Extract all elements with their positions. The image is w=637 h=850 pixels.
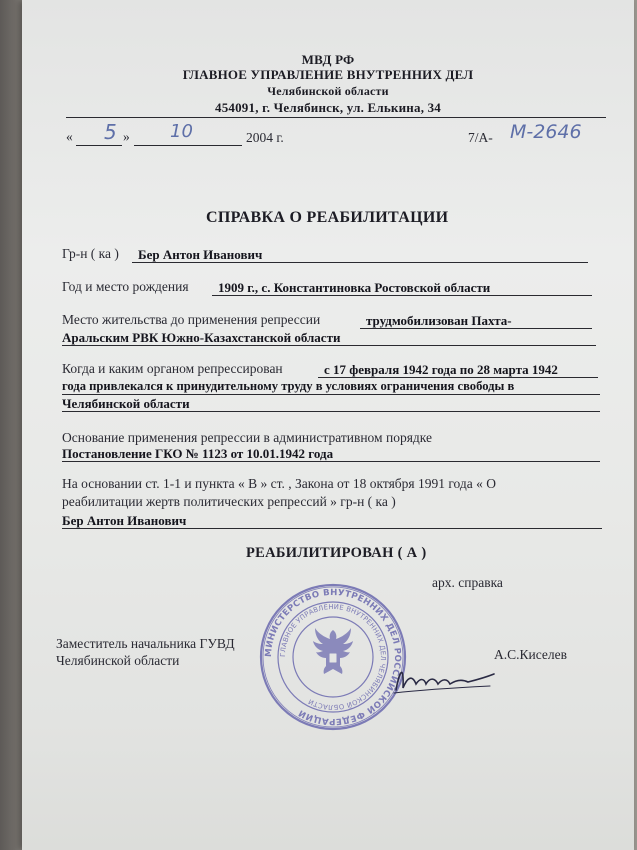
stamp-inner-text: ГЛАВНОЕ УПРАВЛЕНИЕ ВНУТРЕННИХ ДЕЛ ЧЕЛЯБИНСКОЙ ОБЛАСТИ — [278, 602, 388, 712]
header-address: 454091, г. Челябинск, ул. Елькина, 34 — [215, 100, 441, 115]
residence-value-1: трудмобилизован Пахта- — [366, 313, 512, 328]
residence-label: Место жительства до применения репрессии — [62, 312, 321, 327]
ref-number: М-2646 — [510, 121, 582, 143]
date-month: 10 — [170, 121, 193, 142]
header-region: Челябинской области — [267, 84, 389, 98]
header-dept: ГЛАВНОЕ УПРАВЛЕНИЕ ВНУТРЕННИХ ДЕЛ — [182, 67, 474, 82]
repressed-value-3: Челябинской области — [62, 396, 190, 411]
basis-value: Постановление ГКО № 1123 от 10.01.1942 года — [62, 446, 334, 461]
stamp-outer-text: МИНИСТЕРСТВО ВНУТРЕННИХ ДЕЛ РОССИЙСКОЙ ФЕДЕРАЦИИ — [263, 587, 403, 727]
signatory-name: А.С.Киселев — [494, 647, 567, 662]
law-rule — [62, 528, 602, 529]
residence-rule-2 — [62, 345, 596, 346]
birth-value: 1909 г., с. Константиновка Ростовской области — [218, 280, 491, 295]
birth-rule — [212, 295, 592, 296]
date-open-quote: « — [66, 129, 73, 144]
verdict: РЕАБИЛИТИРОВАН ( А ) — [246, 545, 427, 561]
ref-prefix: 7/А- — [468, 130, 493, 145]
header-rule — [66, 117, 606, 118]
basis-label: Основание применения репрессии в административном порядке — [62, 430, 432, 445]
repressed-value-2: года привлекался к принудительному труду в условиях ограничения свободы в — [62, 379, 515, 393]
repressed-rule-1 — [318, 377, 598, 378]
repressed-value-1: с 17 февраля 1942 года по 28 марта 1942 — [324, 362, 558, 377]
official-stamp-icon — [258, 582, 408, 732]
repressed-rule-3 — [62, 411, 600, 412]
law-text-2: реабилитации жертв политических репрессий » гр-н ( ка ) — [62, 494, 396, 509]
eagle-emblem-icon — [313, 628, 353, 674]
residence-rule-1 — [360, 328, 592, 329]
date-day-rule — [76, 145, 122, 146]
repressed-rule-2 — [62, 394, 600, 395]
residence-value-2: Аральским РВК Южно-Казахстанской области — [62, 330, 341, 345]
signatory-position-2: Челябинской области — [56, 653, 180, 668]
law-name: Бер Антон Иванович — [62, 513, 187, 528]
date-month-rule — [134, 145, 242, 146]
birth-label: Год и место рождения — [62, 279, 189, 294]
archive-note: арх. справка — [432, 575, 503, 590]
date-close-quote: » — [123, 129, 130, 144]
basis-rule — [62, 461, 600, 462]
repressed-label: Когда и каким органом репрессирован — [62, 361, 283, 376]
document-title: СПРАВКА О РЕАБИЛИТАЦИИ — [206, 209, 449, 226]
date-day: 5 — [104, 120, 117, 144]
signatory-position-1: Заместитель начальника ГУВД — [56, 636, 235, 651]
citizen-rule — [132, 262, 588, 263]
law-text-1: На основании ст. 1-1 и пункта « В » ст. , Закона от 18 октября 1991 года « О — [62, 476, 497, 491]
citizen-label: Гр-н ( ка ) — [62, 246, 119, 261]
date-year: 2004 г. — [246, 130, 284, 145]
citizen-value: Бер Антон Иванович — [138, 247, 263, 262]
handwritten-signature-icon — [390, 660, 510, 700]
document-sheet — [22, 0, 634, 850]
header-org: МВД РФ — [301, 52, 355, 67]
